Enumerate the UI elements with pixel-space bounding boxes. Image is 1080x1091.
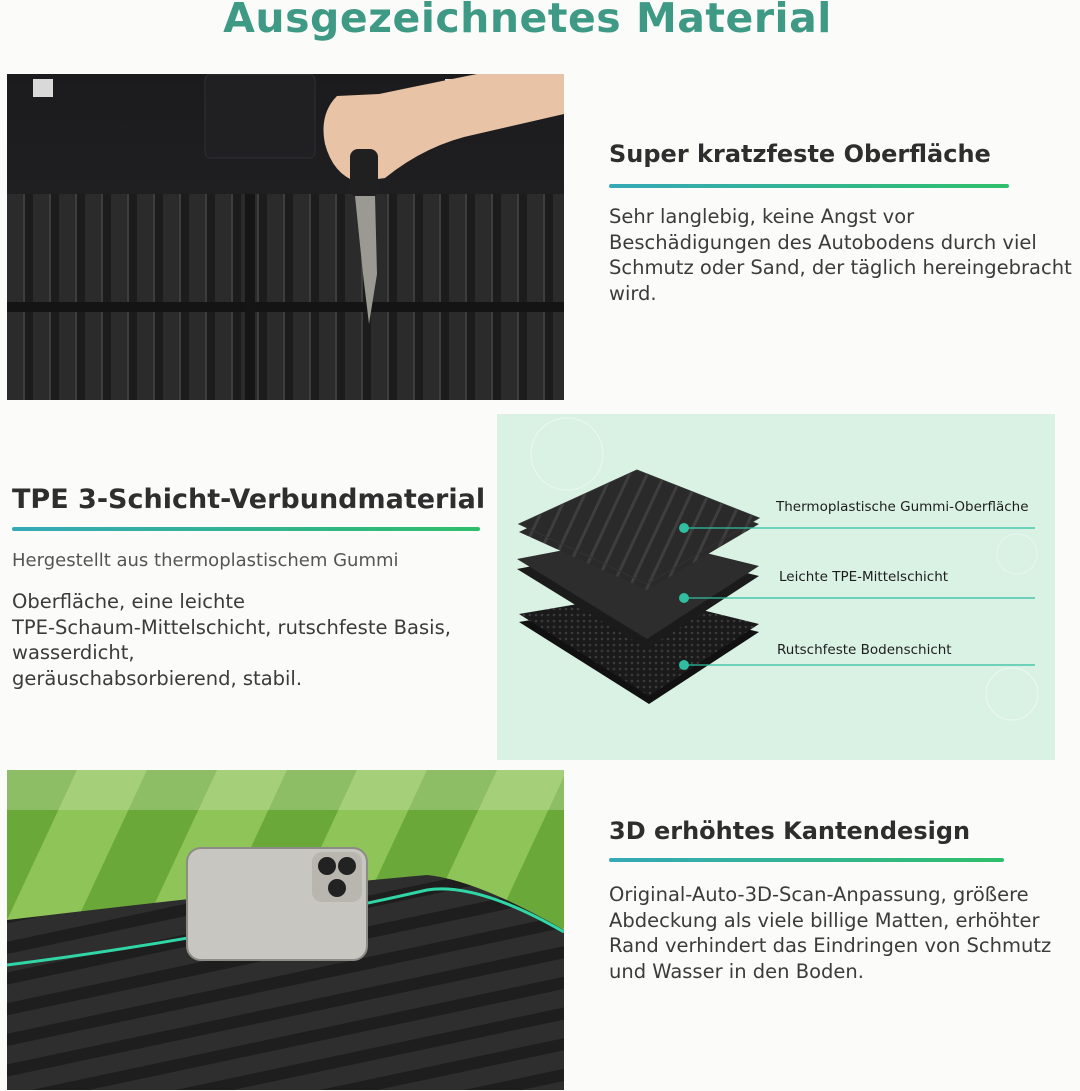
page-title: Ausgezeichnetes Material bbox=[223, 0, 832, 42]
knife-scratch-photo bbox=[7, 74, 564, 400]
section-2-text bbox=[12, 589, 497, 691]
layer-label-middle: Leichte TPE-Mittelschicht bbox=[779, 569, 949, 585]
raised-edge-photo bbox=[7, 770, 564, 1090]
layer-label-top: Thermoplastische Gummi-Oberfläche bbox=[776, 499, 1029, 515]
section-1-title: Super kratzfeste Oberfläche bbox=[609, 140, 991, 168]
section-3-text: Original-Auto-3D-Scan-Anpassung, größere Abdeckung als viele billige Matten, erhöhter Rand verhindert das Eindringen von Schmutz und Wasser in den Boden. bbox=[609, 883, 1052, 983]
layer-label-bottom: Rutschfeste Bodenschicht bbox=[777, 642, 952, 658]
section-1-rule bbox=[609, 184, 1009, 188]
section-3-title: 3D erhöhtes Kantendesign bbox=[609, 817, 971, 845]
section-1-text: Sehr langlebig, keine Angst vor Beschädigungen des Autobodens durch viel Schmutz oder Sand, der täglich hereingebracht wird. bbox=[609, 205, 1072, 305]
section-2-text-line: Oberfläche, eine leichte bbox=[12, 590, 245, 613]
section-2-text-line: geräuschabsorbierend, stabil. bbox=[12, 666, 303, 690]
section-2-text-line: wasserdicht, bbox=[12, 641, 135, 664]
layers-diagram-panel bbox=[497, 414, 1055, 760]
section-2-text-line: TPE-Schaum-Mittelschicht, rutschfeste Basis, bbox=[12, 615, 451, 639]
section-2-subtitle: Hergestellt aus thermoplastischem Gummi bbox=[12, 550, 399, 571]
section-2-rule bbox=[12, 527, 480, 531]
section-3-rule bbox=[609, 858, 1004, 862]
section-2-title: TPE 3-Schicht-Verbundmaterial bbox=[12, 484, 486, 515]
